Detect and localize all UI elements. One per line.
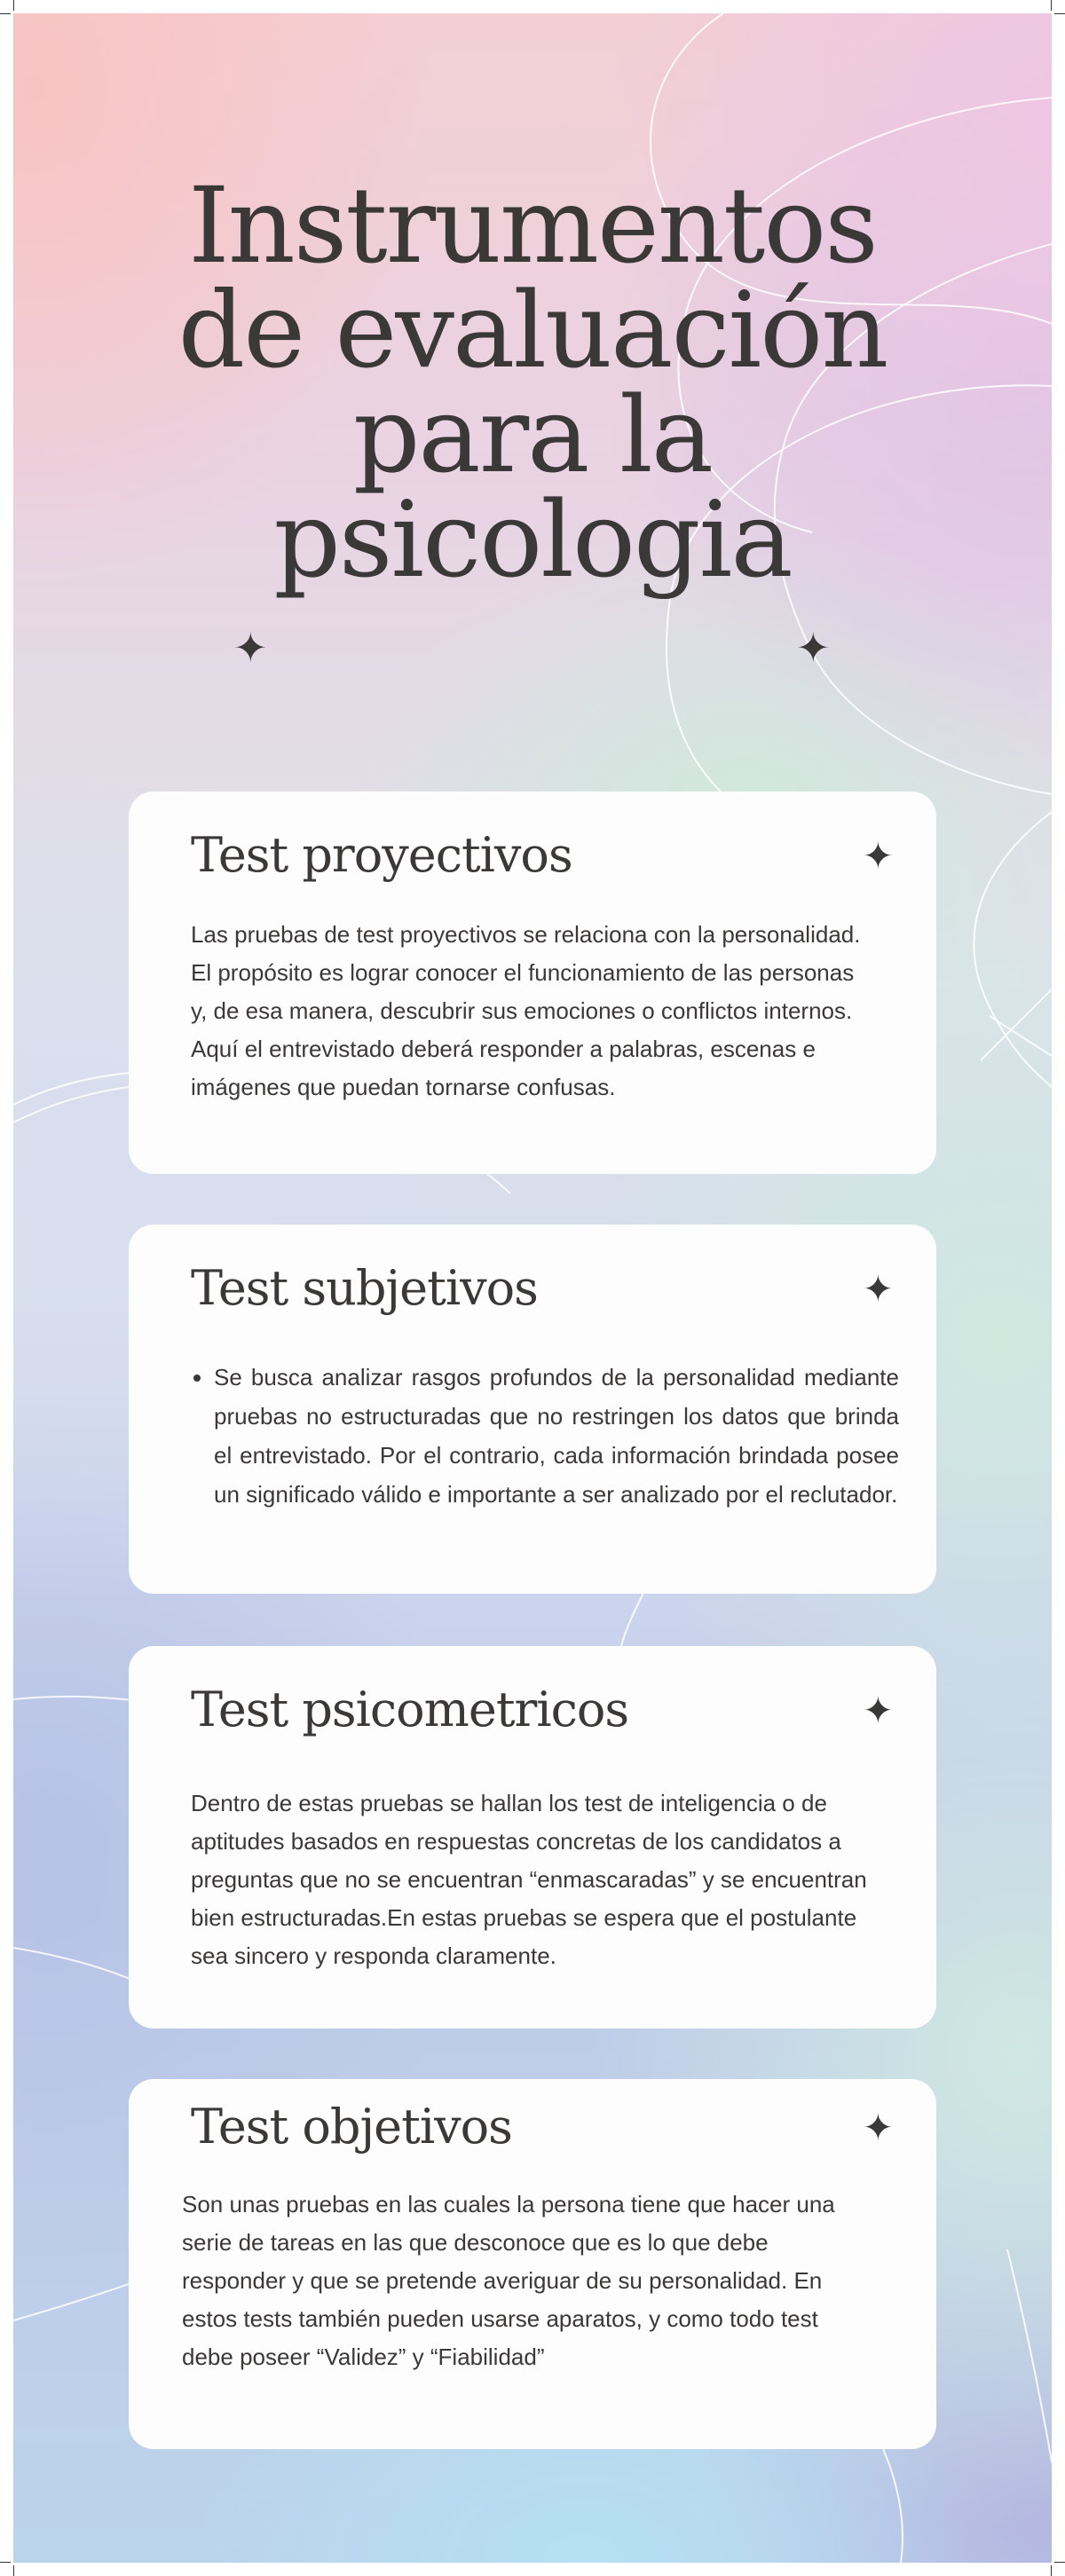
crop-mark-left-bottom [0,2562,11,2563]
card-test-objetivos [129,2079,936,2449]
card-bullet-list [191,1358,899,1514]
card-title: Test subjetivos [191,1260,538,1316]
title-line: Instrumentos [188,164,877,287]
crop-mark-left-top [0,13,11,14]
sparkle-icon: ✦ [796,624,831,672]
title-line: psicologia [273,478,792,601]
card-test-subjetivos [129,1225,936,1594]
crop-mark-bottom-right [1051,2565,1052,2576]
card-body: Dentro de estas pruebas se hallan los test de inteligencia o de aptitudes basados en respuestas concretas de los candidatos a preguntas que no se encuentran “enmascaradas” y se encuentran bien estructuradas.En estas pruebas se espera que el postulante sea sincero y responda claramente. [191,1790,867,1969]
page-title [13,164,1052,601]
crop-mark-top-right [1051,0,1052,11]
card-title: Test objetivos [191,2099,512,2155]
card-body: Las pruebas de test proyectivos se relaciona con la personalidad. El propósito es lograr conocer el funcionamiento de las personas y, de esa manera, descubrir sus emociones o conflictos internos. Aquí el entrevistado deberá responder a palabras, escenas e imágenes que puedan tornarse confusas. [191,921,861,1100]
card-title: Test proyectivos [191,827,572,883]
card-title: Test psicometricos [191,1682,629,1737]
infographic-poster [13,13,1052,2563]
crop-mark-right-bottom [1054,2562,1065,2563]
card-test-proyectivos [129,792,936,1174]
crop-mark-bottom-left [13,2565,14,2576]
sparkle-icon: ✦ [862,1267,894,1311]
sparkle-icon: ✦ [233,624,268,672]
sparkle-icon: ✦ [862,834,894,878]
card-test-psicometricos [129,1646,936,2029]
list-item: • Se busca analizar rasgos profundos de la personalidad mediante pruebas no estructuradas que no restringen los datos que brinda el entrevistado. Por el contrario, cada información brindada posee un significado válido e importante a ser analizado por el reclutador. [214,1358,899,1514]
sparkle-icon: ✦ [862,2106,894,2149]
crop-mark-top-left [13,0,14,11]
title-line: de evaluación [178,269,888,391]
sparkle-icon: ✦ [862,1689,894,1732]
card-body: Son unas pruebas en las cuales la persona tiene que hacer una serie de tareas en las que desconoce que es lo que debe responder y que se pretende averiguar de su personalidad. En estos tests también pueden usarse aparatos, y como todo test debe poseer “Validez” y “Fiabilidad” [182,2191,835,2370]
title-line: para la [352,374,713,496]
crop-mark-right-top [1054,13,1065,14]
